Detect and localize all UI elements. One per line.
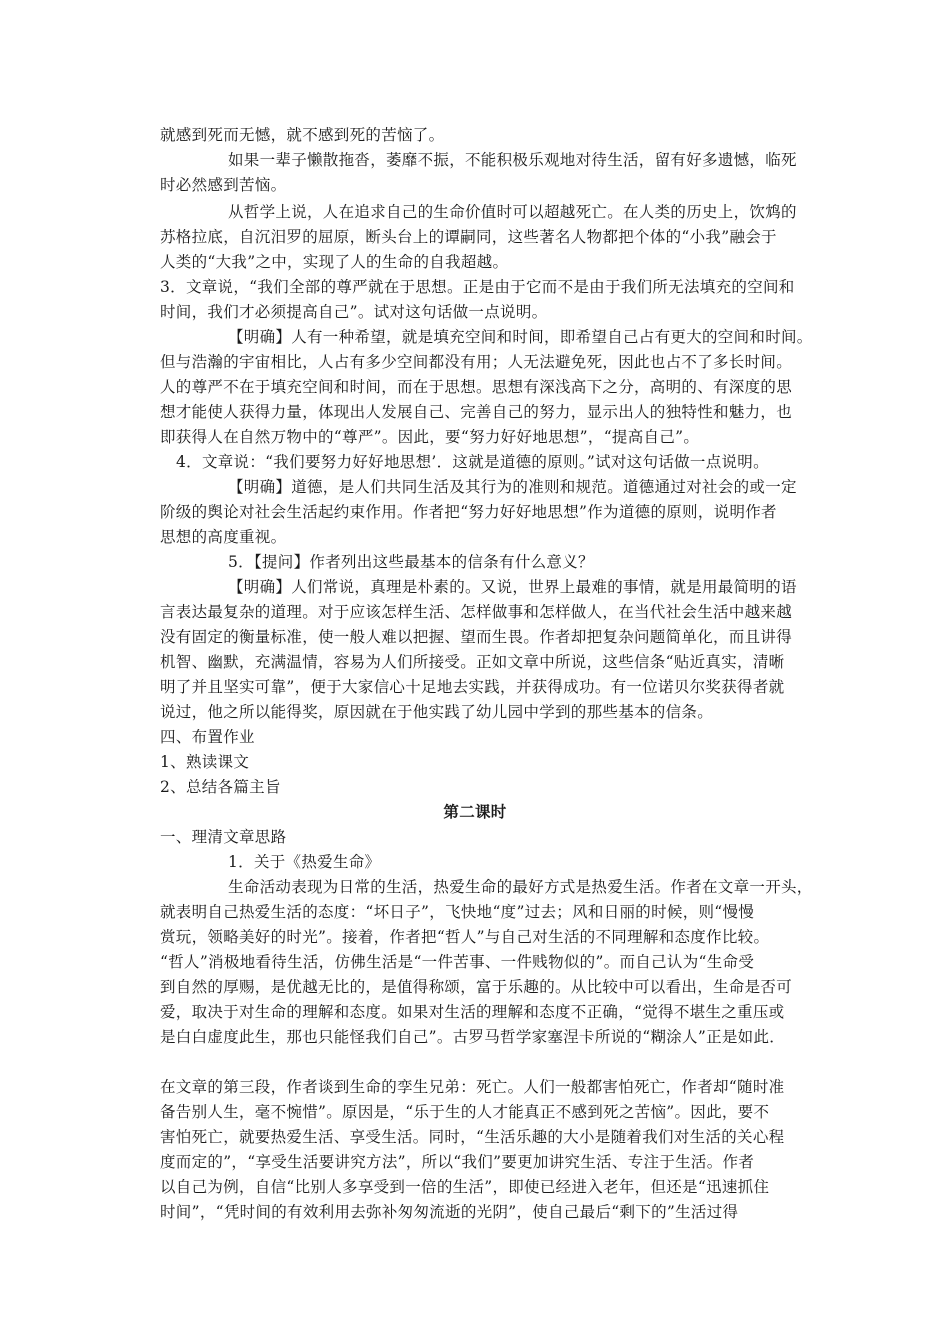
text-line: 没有固定的衡量标准，使一般人难以把握、望而生畏。作者却把复杂问题简单化，而且讲得: [160, 628, 793, 646]
text-line: 就表明自己热爱生活的态度：“坏日子”，飞快地“度”过去；风和日丽的时候，则“慢慢: [160, 903, 755, 921]
text-line: 害怕死亡，就要热爱生活、享受生活。同时，“生活乐趣的大小是随着我们对生活的关心程: [160, 1128, 785, 1146]
text-line: 以自己为例，自信“比别人多享受到一倍的生活”，即使已经进入老年，但还是“迅速抓住: [160, 1178, 770, 1196]
question-heading: 4．文章说：“我们要努力好好地思想’．这就是道德的原则。”试对这句话做一点说明。: [176, 453, 769, 471]
question-heading: 5．【提问】作者列出这些最基本的信条有什么意义？: [228, 553, 594, 571]
text-line: 备告别人生，毫不惋惜”。原因是，“乐于生的人才能真正不感到死之苦恼”。因此，要不: [160, 1103, 770, 1121]
lesson-title: 第二课时: [443, 802, 507, 821]
section-heading: 四、布置作业: [160, 728, 255, 746]
text-line: 从哲学上说，人在追求自己的生命价值时可以超越死亡。在人类的历史上，饮鸩的: [228, 203, 797, 221]
text-line: 机智、幽默，充满温情，容易为人们所接受。正如文章中所说，这些信条“贴近真实，清晰: [160, 653, 785, 671]
subsection-heading: 1．关于《热爱生命》: [228, 853, 381, 871]
text-line: 想才能使人获得力量，体现出人发展自己、完善自己的努力，显示出人的独特性和魅力，也: [160, 403, 793, 421]
text-line: 人的尊严不在于填充空间和时间，而在于思想。思想有深浅高下之分，高明的、有深度的思: [160, 378, 793, 396]
text-line: 苏格拉底，自沉汨罗的屈原，断头台上的谭嗣同，这些著名人物都把个体的“小我”融会于: [160, 228, 777, 246]
section-heading: 一、理清文章思路: [160, 828, 287, 846]
list-item: 2、总结各篇主旨: [160, 778, 281, 796]
text-line: 说过，他之所以能得奖，原因就在于他实践了幼儿园中学到的那些基本的信条。: [160, 703, 714, 721]
text-line: 如果一辈子懒散拖沓，萎靡不振，不能积极乐观地对待生活，留有好多遗憾，临死: [228, 151, 797, 169]
text-line: 爱，取决于对生命的理解和态度。如果对生活的理解和态度不正确，“觉得不堪生之重压或: [160, 1003, 785, 1021]
text-line: “哲人”消极地看待生活，仿佛生活是“一件苦事、一件贱物似的”。而自己认为“生命受: [160, 953, 755, 971]
text-line: 【明确】人有一种希望，就是填充空间和时间，即希望自己占有更大的空间和时间。: [228, 328, 813, 346]
text-line: 到自然的厚赐，是优越无比的，是值得称颂，富于乐趣的。从比较中可以看出，生命是否可: [160, 978, 793, 996]
text-line: 人类的“大我”之中，实现了人的生命的自我超越。: [160, 253, 509, 271]
text-line: 【明确】人们常说，真理是朴素的。又说，世界上最难的事情，就是用最简明的语: [228, 578, 797, 596]
text-line: 时必然感到苦恼。: [160, 176, 287, 194]
text-line: 明了并且坚实可靠”，便于大家信心十足地去实践，并获得成功。有一位诺贝尔奖获得者就: [160, 678, 785, 696]
text-line: 思想的高度重视。: [160, 528, 287, 546]
text-line: 时间”，“凭时间的有效利用去弥补匆匆流逝的光阴”，使自己最后“剩下的”生活过得: [160, 1203, 739, 1221]
text-line: 但与浩瀚的宇宙相比，人占有多少空间都没有用；人无法避免死，因此也占不了多长时间。: [160, 353, 793, 371]
text-line: 度而定的”，“享受生活要讲究方法”，所以“我们”要更加讲究生活、专注于生活。作者: [160, 1153, 755, 1171]
list-item: 1、熟读课文: [160, 753, 250, 771]
text-line: 生命活动表现为日常的生活，热爱生命的最好方式是热爱生活。作者在文章一开头，: [228, 878, 813, 896]
text-line: 赏玩，领略美好的时光”。接着，作者把“哲人”与自己对生活的不同理解和态度作比较。: [160, 928, 770, 946]
text-line: 【明确】道德，是人们共同生活及其行为的准则和规范。道德通过对社会的或一定: [228, 478, 797, 496]
text-line: 阶级的舆论对社会生活起约束作用。作者把“努力好好地思想”作为道德的原则，说明作者: [160, 503, 777, 521]
text-line: 就感到死而无憾，就不感到死的苦恼了。: [160, 126, 445, 144]
text-line: 是白白虚度此生，那也只能怪我们自己”。古罗马哲学家塞涅卡所说的“糊涂人”正是如此．: [160, 1028, 786, 1046]
text-line: 言表达最复杂的道理。对于应该怎样生活、怎样做事和怎样做人，在当代社会生活中越来越: [160, 603, 793, 621]
text-line: 时间，我们才必须提高自己”。试对这句话做一点说明。: [160, 303, 548, 321]
question-heading: 3．文章说，“我们全部的尊严就在于思想。正是由于它而不是由于我们所无法填充的空间和: [160, 278, 795, 296]
text-line: 即获得人在自然万物中的“尊严”。因此，要“努力好好地思想”，“提高自己”。: [160, 428, 700, 446]
text-line: 在文章的第三段，作者谈到生命的孪生兄弟：死亡。人们一般都害怕死亡，作者却“随时准: [160, 1078, 785, 1096]
